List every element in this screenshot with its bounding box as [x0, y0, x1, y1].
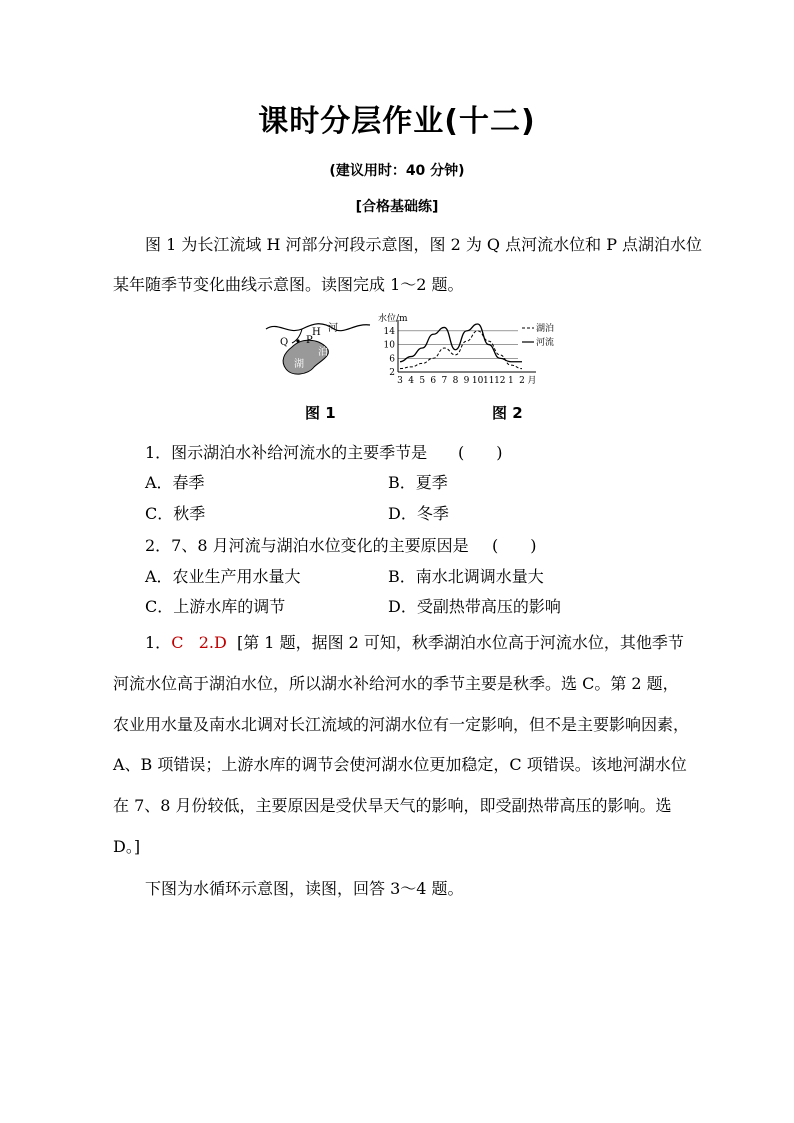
- y-tick-label-10: 10: [383, 340, 395, 351]
- question-1-option-b: B．夏季: [388, 473, 448, 492]
- section-label: [合格基础练]: [355, 199, 439, 215]
- point-q-dot: [296, 339, 299, 342]
- x-tick-label-3: 6: [430, 376, 437, 386]
- x-tick-label-9: 12: [494, 376, 506, 386]
- answer-line-6: D。]: [113, 837, 141, 856]
- answer-explanation-1: [第 1 题，据图 2 可知，秋季湖泊水位高于河流水位，其他季节: [236, 633, 684, 652]
- answer-2-value: 2.D: [198, 633, 227, 652]
- question-2-option-c: C．上游水库的调节: [145, 597, 286, 616]
- label-lake-right: 泊: [318, 347, 328, 358]
- legend-lake-label: 湖泊: [536, 324, 555, 334]
- answer-prefix: 1．: [145, 633, 172, 652]
- answer-line-4: A、B 项错误；上游水库的调节会使河湖水位更加稳定，C 项错误。该地河湖水位: [113, 755, 687, 774]
- y-tick-label-14: 14: [383, 326, 395, 337]
- page-title: 课时分层作业(十二): [258, 104, 536, 139]
- question-1-paren: ( ): [458, 443, 503, 462]
- figure-2-chart: [374, 310, 574, 388]
- series-line-1: [400, 324, 522, 362]
- intro-line-2: 某年随季节变化曲线示意图。读图完成 1～2 题。: [113, 275, 464, 294]
- x-tick-label-5: 8: [452, 376, 459, 386]
- answer-line-2: 河流水位高于湖泊水位，所以湖水补给河水的季节主要是秋季。选 C。第 2 题，: [113, 674, 679, 693]
- question-1-stem: 1．图示湖泊水补给河流水的主要季节是: [145, 443, 428, 462]
- y-tick-label-6: 6: [389, 354, 395, 365]
- x-tick-label-2: 5: [419, 376, 426, 386]
- x-tick-label-4: 7: [441, 376, 448, 386]
- question-2-option-d: D．受副热带高压的影响: [388, 597, 561, 616]
- answer-line-5: 在 7、8 月份较低，主要原因是受伏旱天气的影响，即受副热带高压的影响。选: [113, 796, 672, 815]
- label-river: 河: [328, 323, 338, 334]
- legend-river-label: 河流: [536, 338, 555, 348]
- answer-line-3: 农业用水量及南水北调对长江流域的河湖水位有一定影响，但不是主要影响因素，: [113, 715, 690, 734]
- question-2-option-b: B．南水北调调水量大: [388, 567, 544, 586]
- question-2-option-a: A．农业生产用水量大: [145, 567, 301, 586]
- answer-1-value: C: [171, 633, 184, 652]
- x-tick-label-7: 10: [471, 376, 484, 386]
- chart-ylabel: 水位/m: [378, 314, 408, 324]
- label-H: H: [312, 327, 321, 338]
- question-1-option-a: A．春季: [145, 473, 205, 492]
- intro-line-1: 图 1 为长江流域 H 河部分河段示意图，图 2 为 Q 点河流水位和 P 点湖泊水位: [145, 235, 703, 254]
- figure-1-caption: 图 1: [305, 404, 336, 422]
- x-tick-label-10: 1: [508, 376, 514, 386]
- label-lake-left: 湖: [294, 359, 304, 370]
- x-tick-label-6: 9: [463, 376, 470, 386]
- figure-2-caption: 图 2: [492, 404, 523, 422]
- question-2-paren: ( ): [492, 536, 537, 555]
- time-note: (建议用时：40 分钟): [329, 163, 465, 179]
- x-tick-label-8: 11: [483, 376, 495, 386]
- question-1-option-c: C．秋季: [145, 504, 206, 523]
- label-P: P: [306, 335, 313, 346]
- label-Q: Q: [280, 337, 289, 348]
- x-tick-label-11: 2: [519, 376, 525, 386]
- x-tick-label-0: 3: [397, 376, 403, 386]
- question-2-stem: 2．7、8 月河流与湖泊水位变化的主要原因是: [145, 536, 469, 555]
- next-question-intro: 下图为水循环示意图，读图，回答 3～4 题。: [145, 879, 464, 898]
- y-tick-label-2: 2: [389, 368, 395, 378]
- question-1-option-d: D．冬季: [388, 504, 449, 523]
- answer-line-1: [145, 630, 684, 653]
- x-tick-label-1: 4: [408, 376, 414, 386]
- figure-1-map: [262, 315, 372, 383]
- x-tick-label-12: 月: [527, 376, 537, 386]
